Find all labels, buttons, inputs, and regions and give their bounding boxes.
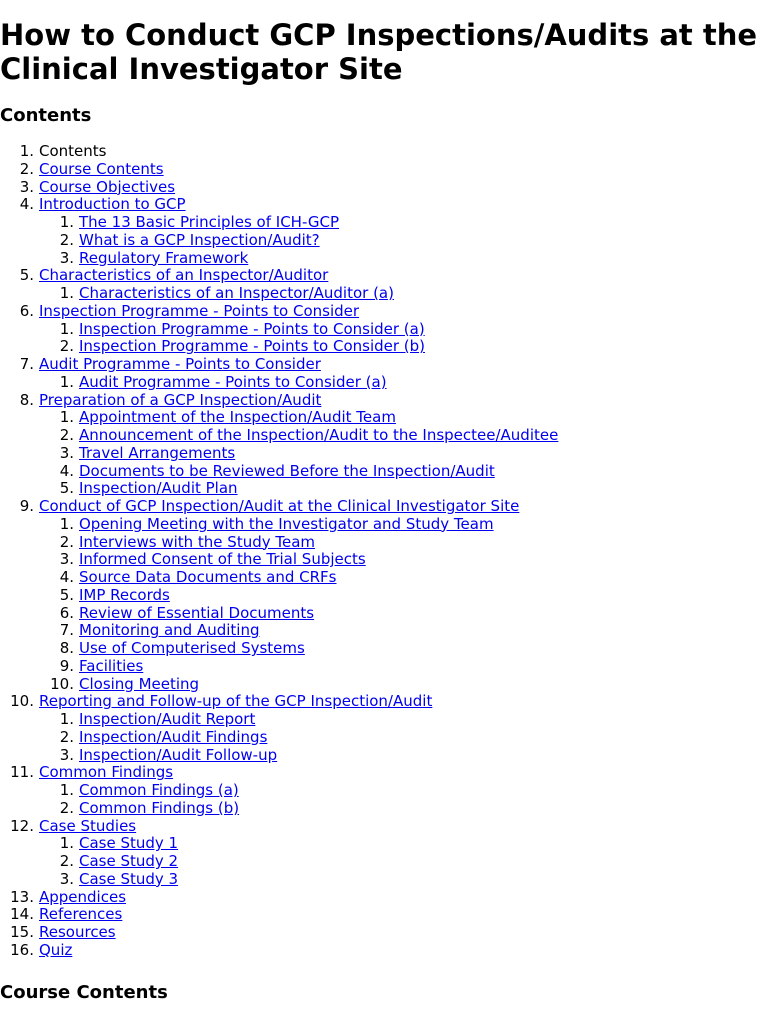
toc-subitem <box>0 551 768 569</box>
toc-sublist <box>0 321 768 357</box>
toc-sublist <box>0 214 768 267</box>
toc-subitem-row <box>0 427 768 445</box>
toc-sublist <box>0 285 768 303</box>
toc-item-number: 7. <box>19 355 34 373</box>
toc-subitem <box>0 640 768 658</box>
toc-subitem-number: 8. <box>59 639 74 657</box>
toc-item <box>0 392 768 499</box>
toc-subitem <box>0 835 768 853</box>
toc-link[interactable]: Introduction to GCP <box>39 195 186 214</box>
toc-subitem-number: 5. <box>59 479 74 498</box>
toc-sublink[interactable]: Inspection/Audit Report <box>79 710 256 728</box>
toc-subitem <box>0 516 768 534</box>
toc-subitem <box>0 463 768 481</box>
contents-heading: Contents <box>0 105 92 126</box>
toc-subitem-row <box>0 587 768 605</box>
toc-subitem <box>0 321 768 339</box>
toc-subitem <box>0 569 768 587</box>
toc-subitem-row <box>0 338 768 356</box>
toc-item-row <box>0 818 768 836</box>
toc-item-row <box>0 764 768 782</box>
toc-sublink[interactable]: Facilities <box>79 656 144 675</box>
toc-sublink[interactable]: Case Study 1 <box>79 834 179 853</box>
toc-sublink[interactable]: Inspection Programme - Points to Consider (b) <box>79 337 426 356</box>
toc-subitem-row <box>0 409 768 427</box>
toc-sublink[interactable]: Review of Essential Documents <box>79 603 315 622</box>
toc-subitem-number: 2. <box>59 337 74 356</box>
toc-sublink[interactable]: Case Study 3 <box>79 869 179 888</box>
toc-subitem-row <box>0 729 768 747</box>
toc-subitem-number: 3. <box>59 248 74 267</box>
toc-sublist <box>0 835 768 888</box>
toc-item-number: 1. <box>19 142 34 160</box>
toc-item-row <box>0 143 768 161</box>
toc-item-row <box>0 303 768 321</box>
toc-sublink[interactable]: Regulatory Framework <box>79 248 249 267</box>
toc-item-row <box>0 906 768 924</box>
toc-subitem-row <box>0 853 768 871</box>
toc-item-row <box>0 196 768 214</box>
toc-subitem-number: 6. <box>59 603 74 622</box>
toc-subitem <box>0 409 768 427</box>
toc-item <box>0 498 768 693</box>
toc-subitem-number: 2. <box>59 798 74 817</box>
toc-subitem-row <box>0 800 768 818</box>
toc-subitem <box>0 285 768 303</box>
toc-subitem <box>0 622 768 640</box>
toc-subitem-row <box>0 605 768 623</box>
toc-item-row <box>0 924 768 942</box>
toc-item-row <box>0 392 768 410</box>
toc-sublink[interactable]: What is a GCP Inspection/Audit? <box>79 230 320 249</box>
toc-sublist <box>0 711 768 764</box>
toc-item <box>0 267 768 303</box>
toc-link[interactable]: Preparation of a GCP Inspection/Audit <box>39 390 322 409</box>
toc-sublink[interactable]: Inspection/Audit Follow-up <box>79 745 278 764</box>
toc-subitem-number: 1. <box>59 284 74 302</box>
toc-sublist <box>0 409 768 498</box>
toc-subitem-row <box>0 551 768 569</box>
toc-item <box>0 143 768 161</box>
toc-link[interactable]: Audit Programme - Points to Consider <box>39 355 321 373</box>
toc-item-row <box>0 889 768 907</box>
toc-subitem-number: 2. <box>59 230 74 249</box>
table-of-contents <box>0 143 768 960</box>
toc-link[interactable]: Conduct of GCP Inspection/Audit at the Clinical Investigator Site <box>39 497 520 515</box>
toc-subitem-row <box>0 214 768 232</box>
toc-subitem <box>0 782 768 800</box>
toc-subitem <box>0 338 768 356</box>
toc-item <box>0 196 768 267</box>
toc-item-label: Contents <box>39 142 107 160</box>
toc-subitem <box>0 374 768 392</box>
toc-subitem-number: 3. <box>59 745 74 764</box>
toc-item <box>0 906 768 924</box>
toc-sublist <box>0 516 768 694</box>
toc-item-number: 11. <box>10 763 34 782</box>
toc-subitem <box>0 534 768 552</box>
toc-item-number: 2. <box>19 159 34 178</box>
toc-link[interactable]: Course Contents <box>39 159 164 178</box>
toc-subitem-row <box>0 480 768 498</box>
toc-item-number: 14. <box>10 905 34 924</box>
toc-link[interactable]: Case Studies <box>39 816 137 835</box>
toc-subitem <box>0 676 768 694</box>
toc-sublink[interactable]: IMP Records <box>79 585 170 604</box>
toc-item <box>0 889 768 907</box>
toc-subitem-row <box>0 445 768 463</box>
toc-sublink[interactable]: Announcement of the Inspection/Audit to the Inspectee/Auditee <box>79 426 559 444</box>
toc-link[interactable]: Appendices <box>39 887 127 906</box>
toc-subitem <box>0 711 768 729</box>
course-contents-heading: Course Contents <box>0 981 168 1003</box>
toc-subitem-row <box>0 321 768 339</box>
toc-subitem <box>0 729 768 747</box>
toc-subitem <box>0 871 768 889</box>
toc-item-number: 5. <box>19 266 34 285</box>
toc-link[interactable]: Reporting and Follow-up of the GCP Inspection/Audit <box>39 692 433 711</box>
toc-subitem-number: 4. <box>59 568 74 586</box>
toc-sublink[interactable]: Common Findings (a) <box>79 781 239 799</box>
toc-subitem-number: 3. <box>59 443 74 462</box>
toc-subitem-row <box>0 747 768 765</box>
toc-subitem <box>0 214 768 232</box>
toc-subitem <box>0 250 768 268</box>
toc-sublink[interactable]: The 13 Basic Principles of ICH-GCP <box>79 213 340 231</box>
toc-subitem-number: 1. <box>59 514 74 533</box>
toc-subitem-row <box>0 463 768 481</box>
toc-subitem <box>0 747 768 765</box>
toc-item <box>0 942 768 960</box>
toc-subitem-number: 3. <box>59 550 74 569</box>
toc-sublink[interactable]: Audit Programme - Points to Consider (a) <box>79 372 387 391</box>
toc-item-number: 6. <box>19 301 34 320</box>
toc-item <box>0 764 768 817</box>
toc-link[interactable]: Common Findings <box>39 763 174 782</box>
toc-subitem-number: 2. <box>59 852 74 870</box>
toc-subitem-row <box>0 534 768 552</box>
toc-subitem-number: 1. <box>59 781 74 799</box>
toc-subitem-row <box>0 640 768 658</box>
toc-subitem-row <box>0 658 768 676</box>
toc-sublink[interactable]: Common Findings (b) <box>79 798 240 817</box>
toc-subitem <box>0 427 768 445</box>
toc-sublink[interactable]: Documents to be Reviewed Before the Inspection/Audit <box>79 461 495 480</box>
toc-subitem-number: 1. <box>59 710 74 728</box>
toc-subitem-row <box>0 835 768 853</box>
toc-sublink[interactable]: Use of Computerised Systems <box>79 639 305 657</box>
toc-subitem-row <box>0 232 768 250</box>
toc-subitem <box>0 800 768 818</box>
toc-subitem <box>0 232 768 250</box>
toc-sublink[interactable]: Appointment of the Inspection/Audit Team <box>79 408 396 427</box>
toc-item-row <box>0 161 768 179</box>
toc-item-number: 10. <box>10 692 34 711</box>
toc-sublink[interactable]: Monitoring and Auditing <box>79 621 260 640</box>
toc-sublink[interactable]: Inspection/Audit Plan <box>79 479 238 498</box>
toc-subitem-row <box>0 285 768 303</box>
toc-sublink[interactable]: Informed Consent of the Trial Subjects <box>79 550 366 569</box>
toc-sublist <box>0 374 768 392</box>
toc-subitem-number: 1. <box>59 372 74 391</box>
toc-item <box>0 818 768 889</box>
toc-item-row <box>0 693 768 711</box>
toc-link[interactable]: References <box>39 905 123 924</box>
toc-subitem-row <box>0 516 768 534</box>
toc-item-row <box>0 356 768 374</box>
toc-subitem-number: 7. <box>59 621 74 640</box>
toc-item-number: 8. <box>19 390 34 409</box>
toc-sublink[interactable]: Inspection/Audit Findings <box>79 727 268 746</box>
toc-subitem-row <box>0 374 768 392</box>
toc-link[interactable]: Characteristics of an Inspector/Auditor <box>39 266 329 285</box>
toc-item <box>0 161 768 179</box>
toc-item <box>0 179 768 197</box>
toc-sublist <box>0 782 768 818</box>
page-title: How to Conduct GCP Inspections/Audits at the Clinical Investigator Site <box>0 18 758 86</box>
toc-subitem-row <box>0 871 768 889</box>
toc-sublink[interactable]: Inspection Programme - Points to Consider (a) <box>79 319 425 338</box>
toc-sublink[interactable]: Closing Meeting <box>79 674 200 693</box>
toc-item <box>0 356 768 392</box>
toc-item-number: 13. <box>10 887 34 906</box>
toc-subitem-number: 1. <box>59 834 74 853</box>
toc-sublink[interactable]: Opening Meeting with the Investigator and Study Team <box>79 514 494 533</box>
toc-item <box>0 303 768 356</box>
toc-link[interactable]: Course Objectives <box>39 177 176 196</box>
toc-link[interactable]: Inspection Programme - Points to Consider <box>39 301 360 320</box>
toc-item-row <box>0 179 768 197</box>
toc-item-number: 4. <box>19 195 34 214</box>
toc-subitem-number: 2. <box>59 532 74 551</box>
toc-link[interactable]: Quiz <box>39 940 73 959</box>
toc-subitem-number: 2. <box>59 727 74 746</box>
toc-subitem <box>0 658 768 676</box>
toc-subitem-number: 1. <box>59 213 74 231</box>
toc-item-number: 16. <box>10 940 34 959</box>
toc-subitem <box>0 605 768 623</box>
toc-item-row <box>0 942 768 960</box>
toc-subitem <box>0 853 768 871</box>
toc-subitem-number: 1. <box>59 408 74 427</box>
toc-item-number: 12. <box>10 816 34 835</box>
toc-subitem-row <box>0 569 768 587</box>
toc-subitem-number: 2. <box>59 426 74 444</box>
toc-subitem <box>0 445 768 463</box>
toc-item-number: 3. <box>19 177 34 196</box>
toc-subitem-number: 3. <box>59 869 74 888</box>
toc-item-number: 9. <box>19 497 34 515</box>
toc-subitem <box>0 587 768 605</box>
toc-sublink[interactable]: Interviews with the Study Team <box>79 532 316 551</box>
toc-subitem-row <box>0 676 768 694</box>
toc-subitem-row <box>0 622 768 640</box>
toc-item-number: 15. <box>10 923 34 941</box>
toc-item <box>0 693 768 764</box>
toc-subitem-number: 9. <box>59 656 74 675</box>
toc-subitem-row <box>0 711 768 729</box>
toc-sublink[interactable]: Case Study 2 <box>79 852 179 870</box>
toc-subitem-number: 1. <box>59 319 74 338</box>
toc-subitem-number: 4. <box>59 461 74 480</box>
toc-link[interactable]: Resources <box>39 923 116 941</box>
toc-sublink[interactable]: Travel Arrangements <box>79 443 236 462</box>
toc-item-row <box>0 498 768 516</box>
toc-subitem <box>0 480 768 498</box>
toc-subitem-number: 10. <box>50 674 74 693</box>
toc-item <box>0 924 768 942</box>
toc-subitem-number: 5. <box>59 585 74 604</box>
toc-subitem-row <box>0 782 768 800</box>
toc-subitem-row <box>0 250 768 268</box>
toc-item-row <box>0 267 768 285</box>
toc-sublink[interactable]: Characteristics of an Inspector/Auditor (a) <box>79 284 394 302</box>
toc-sublink[interactable]: Source Data Documents and CRFs <box>79 568 337 586</box>
